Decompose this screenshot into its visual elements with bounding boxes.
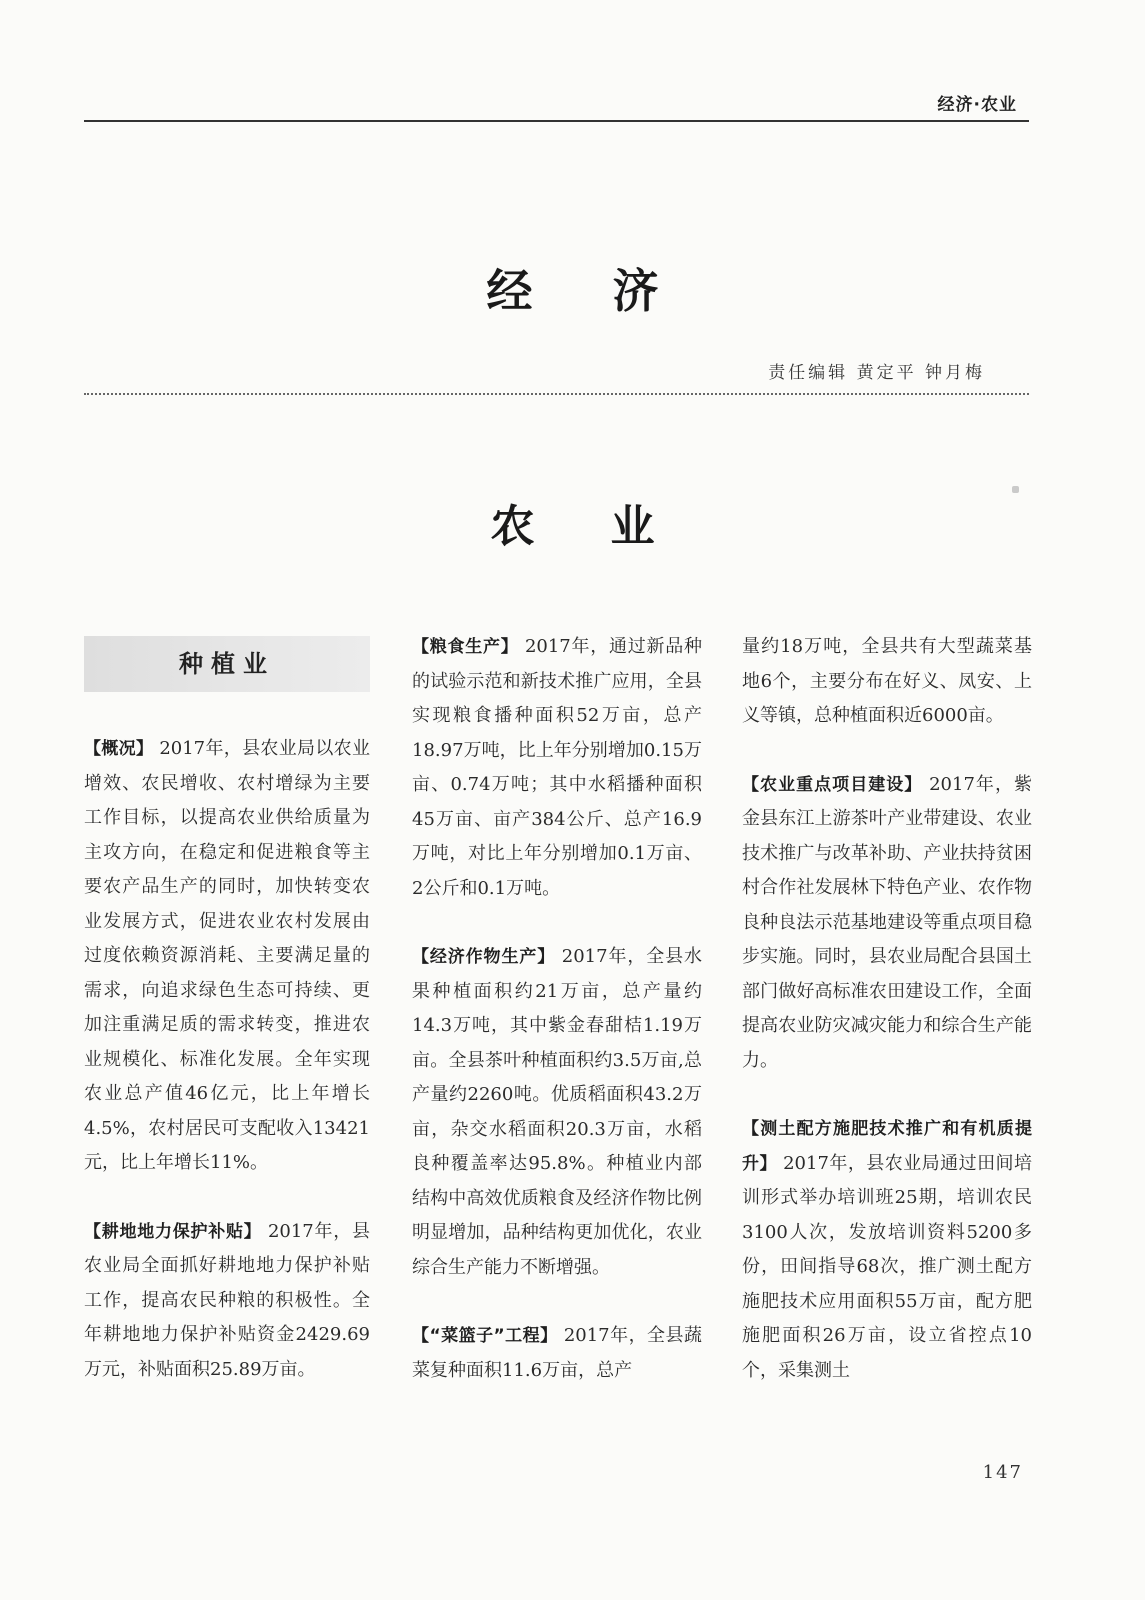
paragraph-body: 2017年，全县水果种植面积约21万亩，总产量约14.3万吨，其中紫金春甜桔1.19万亩。全县茶叶种植面积约3.5万亩,总产量约2260吨。优质稻面积43.2万亩，杂交水稻面积20.3万亩，水稻良种覆盖率达95.8%。种植业内部结构中高效优质粮食及经济作物比例明显增加，品种结构更加优化，农业综合生产能力不断增强。 — [412, 946, 703, 1278]
section-title: 经济 — [486, 264, 739, 318]
editors-credit: 责任编辑 黄定平 钟月梅 — [768, 363, 985, 383]
running-head: 经济·农业 — [937, 95, 1017, 115]
paragraph-body: 2017年，紫金县东江上游茶叶产业带建设、农业技术推广与改革补助、产业扶持贫困村合作社发展林下特色产业、农作物良种良法示范基地建设等重点项目稳步实施。同时，县农业局配合县国土部门做好高标准农田建设工作，全面提高农业防灾减灾能力和综合生产能力。 — [742, 773, 1032, 1071]
paragraph-heading: 【概况】 — [84, 739, 154, 759]
column-2 — [412, 630, 702, 1422]
paragraph-continuation — [742, 630, 1032, 734]
paragraph-overview — [84, 732, 370, 1181]
paragraph-heading: 【“菜篮子”工程】 — [412, 1326, 558, 1346]
column-1 — [84, 732, 370, 1421]
column-3 — [742, 630, 1032, 1422]
scan-speck — [1012, 486, 1019, 493]
paragraph-grain — [412, 630, 702, 906]
paragraph-vegetable-basket — [412, 1319, 702, 1388]
paragraph-body: 2017年，县农业局通过田间培训形式举办培训班25期，培训农民3100人次，发放培训资料5200多份，田间指导68次，推广测土配方施肥技术应用面积55万亩，配方肥施肥面积26万亩，设立省控点10个，采集测土 — [742, 1152, 1032, 1381]
dotted-divider — [84, 393, 1029, 395]
paragraph-key-projects — [742, 768, 1032, 1079]
paragraph-heading: 【测土配方施肥技术推广和有机质提升】 — [742, 1119, 1032, 1174]
paragraph-body: 2017年，县农业局全面抓好耕地地力保护补贴工作，提高农民种粮的积极性。全年耕地地力保护补贴资金2429.69万元，补贴面积25.89万亩。 — [84, 1220, 370, 1380]
paragraph-heading: 【经济作物生产】 — [412, 947, 556, 967]
paragraph-soil-testing — [742, 1112, 1032, 1388]
subsection-heading: 种植业 — [84, 636, 370, 692]
paragraph-cash-crops — [412, 940, 702, 1285]
paragraph-body: 2017年，全县蔬菜复种面积11.6万亩，总产 — [412, 1325, 702, 1381]
paragraph-body: 量约18万吨，全县共有大型蔬菜基地6个，主要分布在好义、凤安、上义等镇，总种植面积近6000亩。 — [742, 636, 1032, 726]
header-rule — [84, 120, 1029, 122]
paragraph-body: 2017年，通过新品种的试验示范和新技术推广应用，全县实现粮食播种面积52万亩，总产18.97万吨，比上年分别增加0.15万亩、0.74万吨；其中水稻播种面积45万亩、亩产384公斤、总产16.9万吨，对比上年分别增加0.1万亩、2公斤和0.1万吨。 — [412, 636, 702, 899]
page-number: 147 — [982, 1462, 1023, 1483]
paragraph-heading: 【粮食生产】 — [412, 637, 519, 657]
paragraph-body: 2017年，县农业局以农业增效、农民增收、农村增绿为主要工作目标，以提高农业供给质量为主攻方向，在稳定和促进粮食等主要农产品生产的同时，加快转变农业发展方式，促进农业农村发展由过度依赖资源消耗、主要满足量的需求，向追求绿色生态可持续、更加注重满足质的需求转变，推进农业规模化、标准化发展。全年实现农业总产值46亿元，比上年增长4.5%，农村居民可支配收入13421元，比上年增长11%。 — [84, 738, 370, 1173]
chapter-title: 农业 — [490, 501, 731, 552]
paragraph-land-subsidy — [84, 1215, 370, 1388]
paragraph-heading: 【耕地地力保护补贴】 — [84, 1221, 262, 1242]
paragraph-heading: 【农业重点项目建设】 — [742, 774, 923, 795]
